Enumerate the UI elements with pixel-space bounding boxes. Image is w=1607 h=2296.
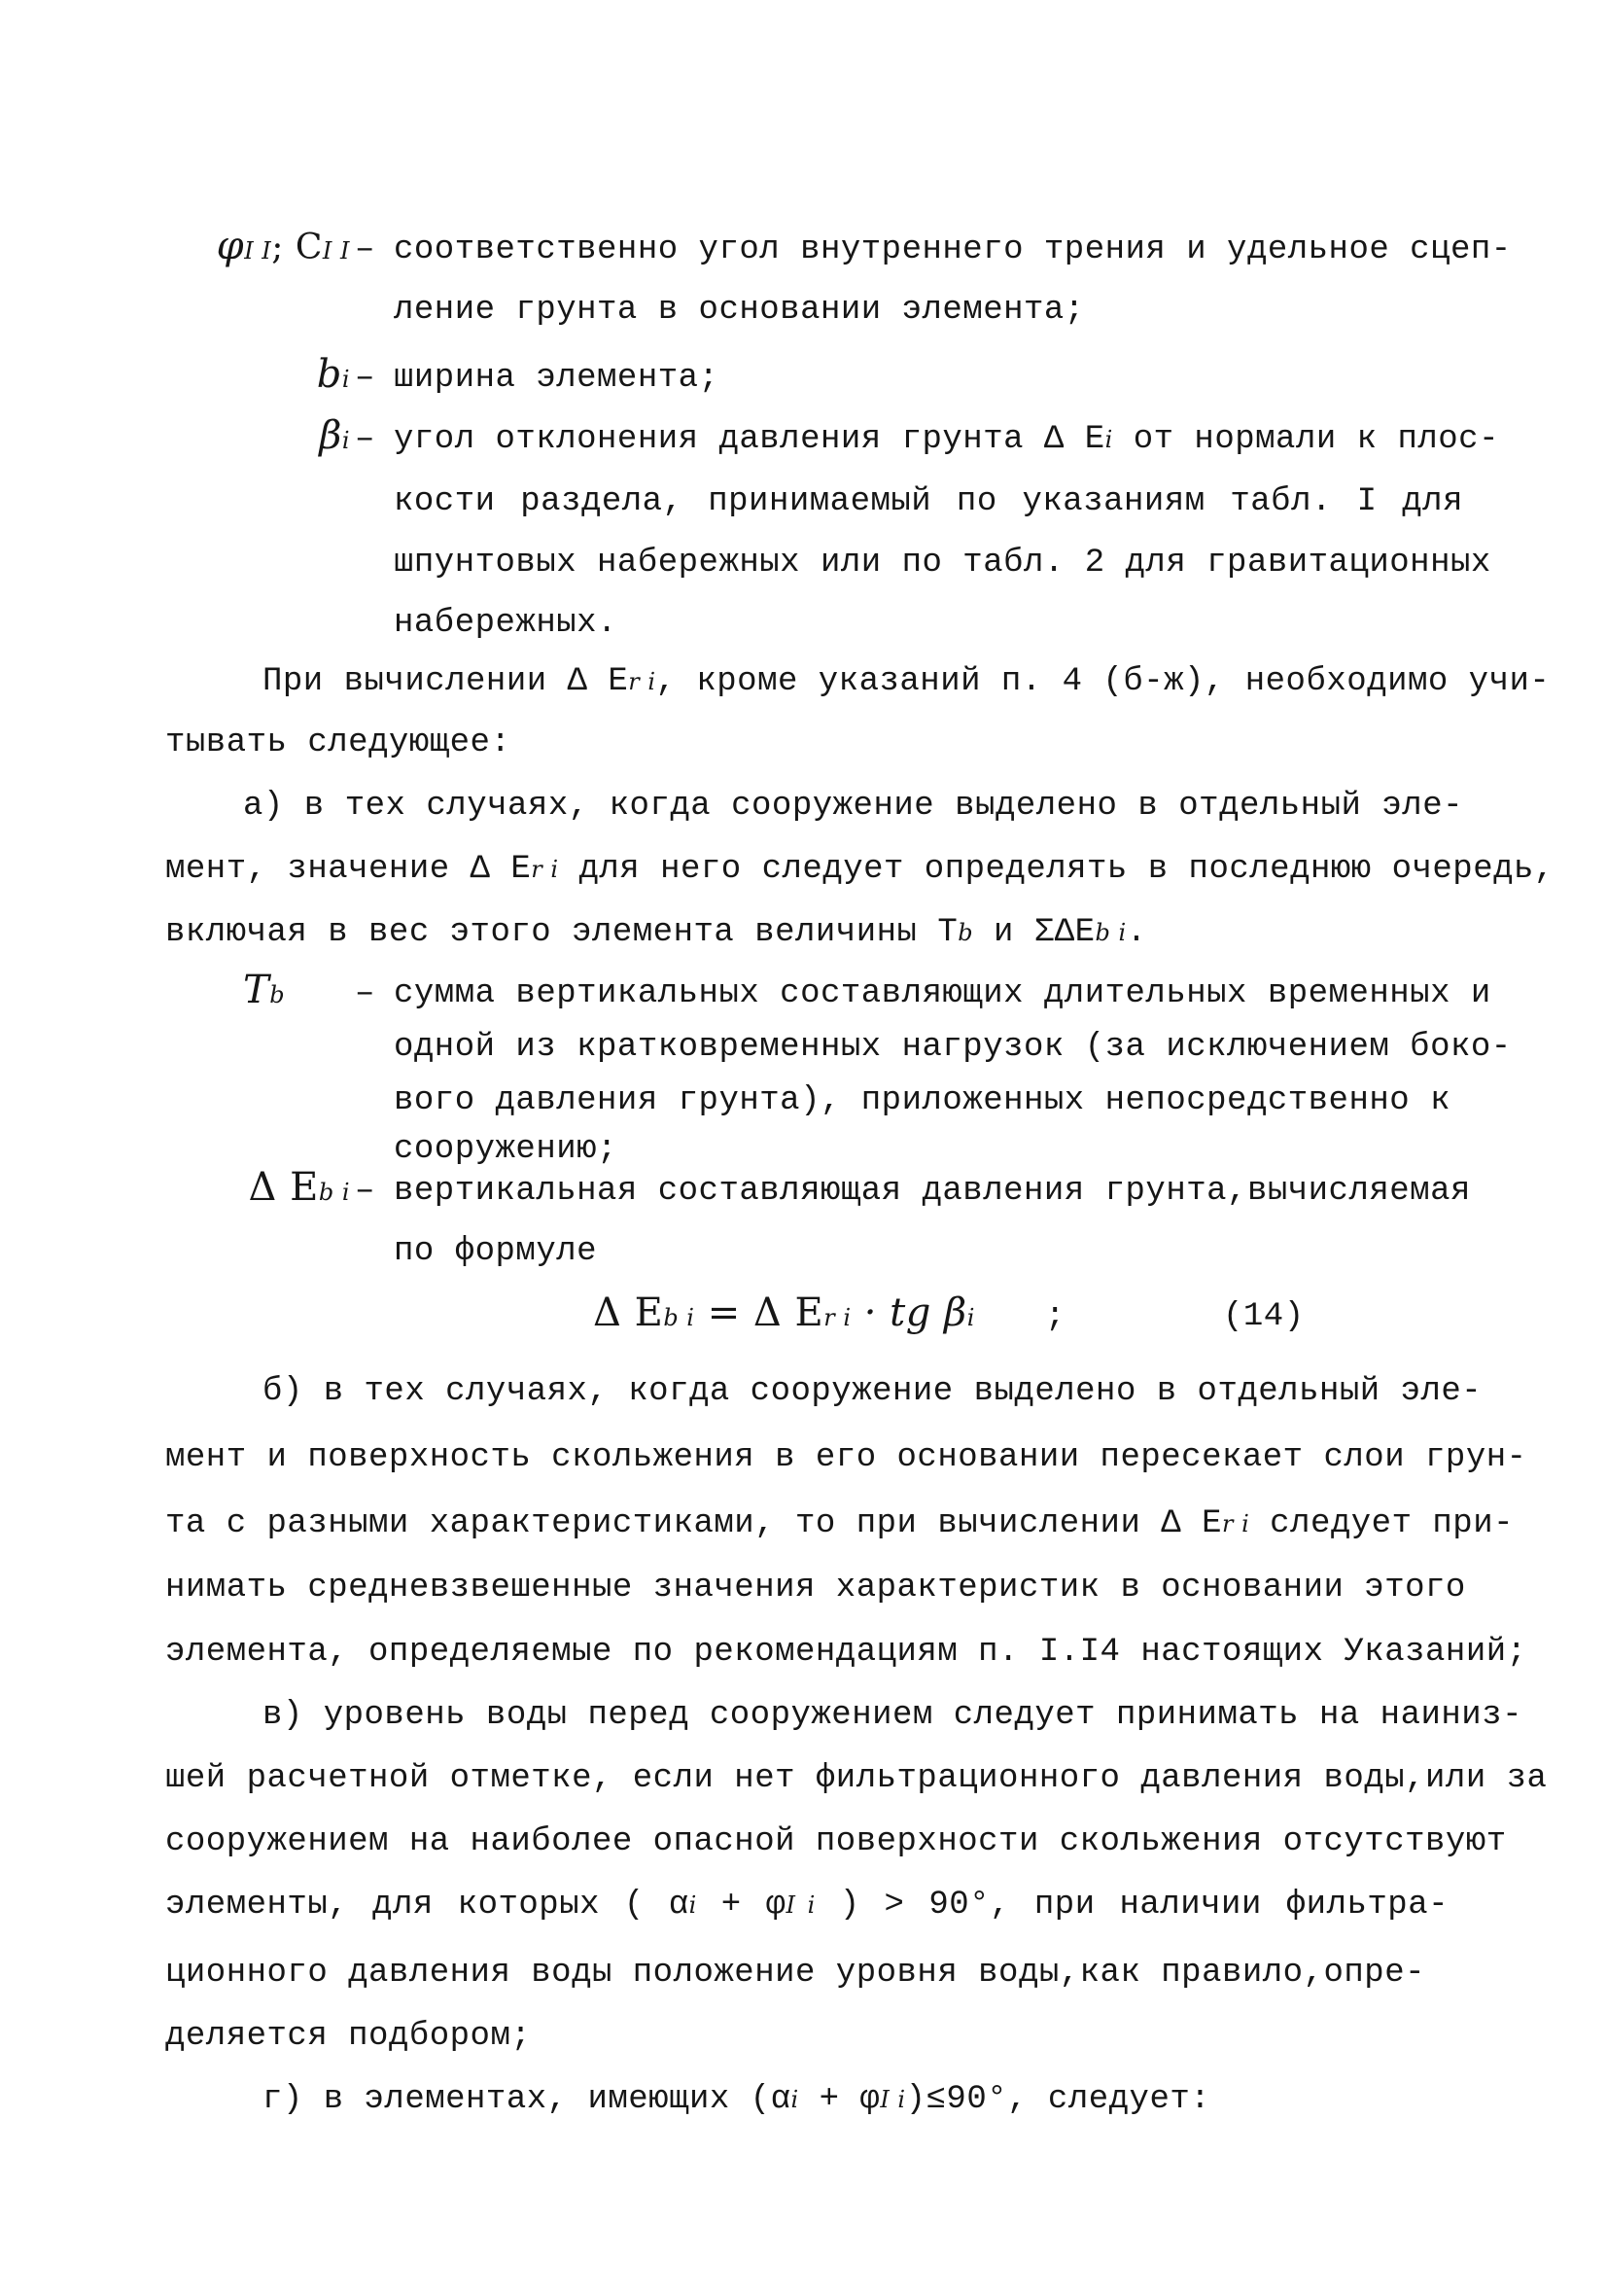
paragraph-text: шей расчетной отметке, если нет фильтрационного давления воды,или за: [165, 1760, 1548, 1797]
definition-text: вертикальная составляющая давления грунта,вычисляемая: [394, 1173, 1471, 1210]
definition-dash: –: [355, 975, 375, 1012]
paragraph-text: включая в вес этого элемента величины Tb и ΣΔEb i.: [165, 914, 1147, 951]
paragraph-text: а) в тех случаях, когда сооружение выделено в отдельный эле-: [243, 788, 1463, 825]
definition-text: по формуле: [394, 1233, 598, 1270]
definition-text: шпунтовых набережных или по табл. 2 для гравитационных: [394, 545, 1491, 582]
definition-text: вого давления грунта), приложенных непосредственно к: [394, 1082, 1450, 1119]
definition-text: сооружению;: [394, 1131, 617, 1168]
definition-symbol: Δ Eb i: [248, 1165, 350, 1210]
definition-text: одной из кратковременных нагрузок (за исключением боко-: [394, 1029, 1512, 1066]
paragraph-text: сооружением на наиболее опасной поверхности скольжения отсутствуют: [165, 1823, 1507, 1860]
definition-symbol: βi: [319, 413, 350, 458]
paragraph-text: мент и поверхность скольжения в его основании пересекает слои грун-: [165, 1439, 1527, 1476]
paragraph-text: б) в тех случаях, когда сооружение выделено в отдельный эле-: [262, 1373, 1483, 1410]
paragraph-text: мент, значение Δ Er i для него следует определять в последнюю очередь,: [165, 851, 1555, 888]
definition-text: ление грунта в основании элемента;: [394, 292, 1085, 329]
definition-dash: –: [355, 360, 375, 397]
paragraph-text: г) в элементах, имеющих (αi + φI i)≤90°, следует:: [262, 2081, 1211, 2118]
paragraph-text: нимать средневзвешенные значения характеристик в основании этого: [165, 1570, 1466, 1607]
paragraph-text: та с разными характеристиками, то при вычислении Δ Er i следует при-: [165, 1505, 1515, 1542]
paragraph-text: тывать следующее:: [165, 724, 511, 761]
definition-text: сумма вертикальных составляющих длительных временных и: [394, 975, 1491, 1012]
paragraph-text: в) уровень воды перед сооружением следует принимать на наиниз-: [262, 1697, 1523, 1734]
paragraph-text: ционного давления воды положение уровня воды,как правило,опре-: [165, 1955, 1426, 1992]
formula-semicolon: ;: [1045, 1298, 1066, 1335]
paragraph-text: элемента, определяемые по рекомендациям п. I.I4 настоящих Указаний;: [165, 1634, 1527, 1671]
formula: Δ Eb i = Δ Er i · tg βi: [593, 1290, 975, 1335]
definition-dash: –: [355, 231, 375, 268]
paragraph-text: При вычислении Δ Er i, кроме указаний п. 4 (б-ж), необходимо учи-: [262, 663, 1551, 700]
paragraph-text: элементы, для которых ( αi + φI i ) > 90°, при наличии фильтра-: [165, 1887, 1449, 1924]
definition-text: соответственно угол внутреннего трения и удельное сцеп-: [394, 231, 1512, 268]
definition-symbol: bi: [316, 352, 350, 397]
definition-symbol: Tb: [243, 968, 286, 1012]
definition-symbol: φI I; CI I: [216, 224, 350, 268]
definition-text: кости раздела, принимаемый по указаниям табл. I для: [394, 483, 1463, 520]
definition-text: набережных.: [394, 605, 617, 642]
paragraph-text: деляется подбором;: [165, 2018, 532, 2055]
definition-text: угол отклонения давления грунта Δ Ei от нормали к плос-: [394, 421, 1499, 458]
definition-text: ширина элемента;: [394, 360, 719, 397]
definition-dash: –: [355, 1173, 375, 1210]
definition-dash: –: [355, 421, 375, 458]
formula-number: (14): [1223, 1298, 1305, 1335]
